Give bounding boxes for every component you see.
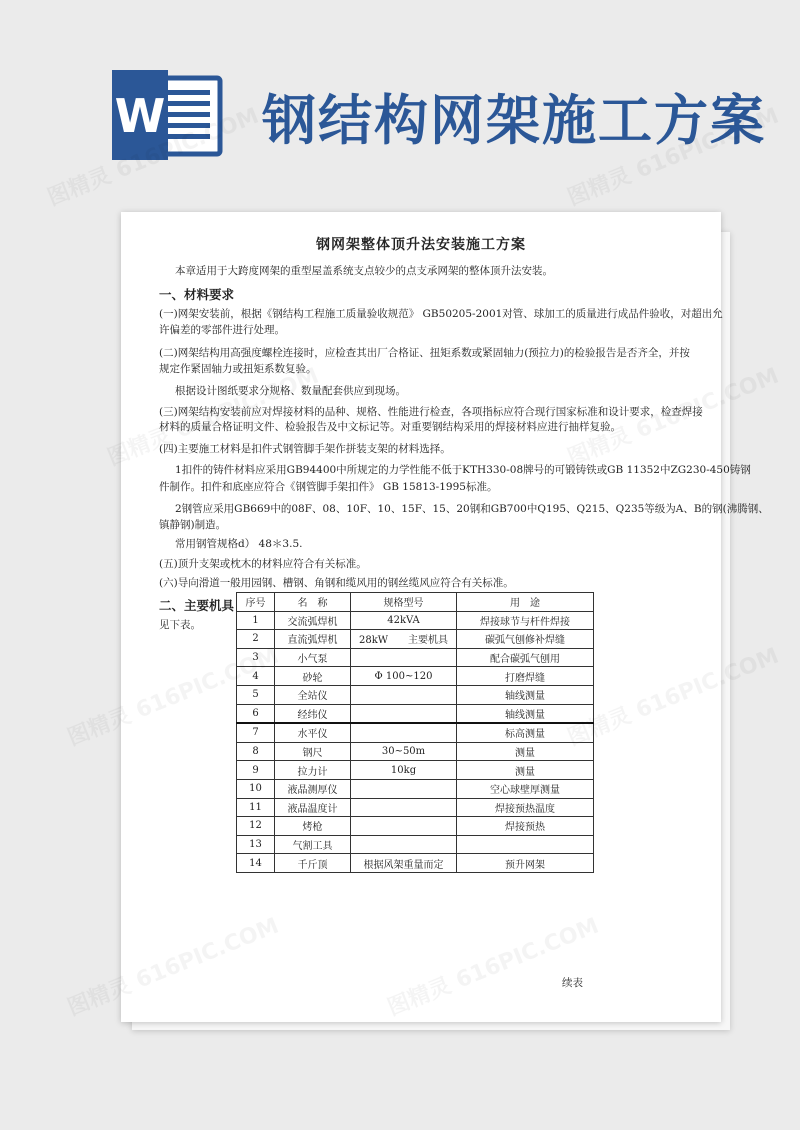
- table-row: [237, 667, 594, 686]
- table-cell: 5: [237, 685, 275, 704]
- table-cell: 13: [237, 835, 275, 854]
- table-cell: [351, 723, 457, 742]
- table-cell: [351, 685, 457, 704]
- table-cell: 小气泵: [275, 648, 351, 667]
- table-row: [237, 742, 594, 761]
- paragraph-line: 镇静钢)制造。: [159, 519, 227, 531]
- see-table-note: 见下表。: [159, 619, 201, 631]
- table-cell: 交流弧焊机: [275, 611, 351, 630]
- table-row: [237, 835, 594, 854]
- table-row: [237, 685, 594, 704]
- table-cell: [457, 835, 594, 854]
- table-cell: [351, 835, 457, 854]
- table-cell: 烤枪: [275, 817, 351, 836]
- table-header-cell: 用 途: [457, 593, 594, 612]
- table-header-cell: 名 称: [275, 593, 351, 612]
- intro-paragraph: 本章适用于大跨度网架的重型屋盖系统支点较少的点支承网架的整体顶升法安装。: [175, 265, 553, 277]
- table-cell: [351, 798, 457, 817]
- paragraph-line: 2钢管应采用GB669中的08F、08、10F、10、15F、15、20钢和GB700中Q195、Q215、Q235等级为A、B的钢(沸腾钢、: [175, 503, 769, 515]
- document-page: [121, 212, 769, 1022]
- table-cell: [351, 648, 457, 667]
- table-cell: 碳弧气刨修补焊缝: [457, 630, 594, 649]
- table-cell: 千斤顶: [275, 854, 351, 873]
- table-cell: 空心球壁厚测量: [457, 779, 594, 798]
- table-cell: 测量: [457, 742, 594, 761]
- table-cell: 直流弧焊机: [275, 630, 351, 649]
- table-cell: 全站仪: [275, 685, 351, 704]
- table-cell: 焊接预热: [457, 817, 594, 836]
- table-header-cell: 序号: [237, 593, 275, 612]
- table-cell: 1: [237, 611, 275, 630]
- banner-title: 钢结构网架施工方案: [262, 89, 766, 152]
- table-cell: 钢尺: [275, 742, 351, 761]
- table-cell: 12: [237, 817, 275, 836]
- table-cell: 经纬仪: [275, 704, 351, 723]
- paragraph-line: 规定作紧固轴力或扭矩系数复验。: [159, 363, 317, 375]
- paragraph-line: 1扣件的铸件材料应采用GB94400中所规定的力学性能不低于KTH330-08牌号的可锻铸铁或GB 11352中ZG230-450铸钢: [175, 464, 751, 476]
- paragraph-line: (四)主要施工材料是扣件式钢管脚手架作拼装支架的材料选择。: [159, 443, 451, 455]
- table-cell: 9: [237, 761, 275, 780]
- header-banner: [0, 0, 800, 200]
- table-cell: 配合碳弧气刨用: [457, 648, 594, 667]
- paragraph-line: (六)导向滑道一般用园钢、槽钢、角钢和缆风用的钢丝缆风应符合有关标准。: [159, 577, 514, 589]
- table-cell: 水平仪: [275, 723, 351, 742]
- table-cell: 液晶温度计: [275, 798, 351, 817]
- table-cell: 28kW 主要机具: [351, 630, 457, 649]
- table-cell: 8: [237, 742, 275, 761]
- table-cell: 预升网架: [457, 854, 594, 873]
- table-cell: 30~50m: [351, 742, 457, 761]
- table-cell: 根据风架重量而定: [351, 854, 457, 873]
- table-cell: 42kVA: [351, 611, 457, 630]
- table-row: [237, 723, 594, 742]
- table-cell: [351, 817, 457, 836]
- paragraph-line: (二)网架结构用高强度螺栓连接时，应检查其出厂合格证、扭矩系数或紧固轴力(预拉力)的检验报告是否齐全，并按: [159, 347, 690, 359]
- table-cell: 2: [237, 630, 275, 649]
- table-row: [237, 648, 594, 667]
- table-row: [237, 630, 594, 649]
- table-header-row: [237, 593, 594, 612]
- table-cell: 砂轮: [275, 667, 351, 686]
- section-heading-tools: 二、主要机具: [159, 598, 235, 613]
- table-cell: 液晶测厚仪: [275, 779, 351, 798]
- table-row: [237, 798, 594, 817]
- table-cell: [351, 779, 457, 798]
- section-heading-materials: 一、材料要求: [159, 287, 235, 302]
- table-cell: 14: [237, 854, 275, 873]
- table-row: [237, 779, 594, 798]
- continued-label: 续表: [562, 977, 583, 989]
- paragraph-line: 许偏差的零部件进行处理。: [159, 324, 285, 336]
- table-cell: 焊接预热温度: [457, 798, 594, 817]
- paragraph-line: 常用钢管规格d） 48＊3.5.: [175, 538, 303, 550]
- table-cell: 10kg: [351, 761, 457, 780]
- table-cell: 焊接球节与杆件焊接: [457, 611, 594, 630]
- table-cell: 气割工具: [275, 835, 351, 854]
- paragraph-line: (三)网架结构安装前应对焊接材料的品种、规格、性能进行检查，各项指标应符合现行国家标准和设计要求，检查焊接: [159, 406, 703, 418]
- table-cell: 6: [237, 704, 275, 723]
- table-row: [237, 761, 594, 780]
- table-header-cell: 规格型号: [351, 593, 457, 612]
- paragraph-line: 根据设计图纸要求分规格、数量配套供应到现场。: [175, 385, 406, 397]
- word-icon-letter: W: [114, 89, 166, 143]
- table-cell: 拉力计: [275, 761, 351, 780]
- table-cell: Φ 100~120: [351, 667, 457, 686]
- table-cell: [351, 704, 457, 723]
- table-cell: 10: [237, 779, 275, 798]
- table-cell: 轴线测量: [457, 685, 594, 704]
- table-cell: 3: [237, 648, 275, 667]
- table-cell: 标高测量: [457, 723, 594, 742]
- table-cell: 测量: [457, 761, 594, 780]
- table-row: [237, 611, 594, 630]
- table-row: [237, 704, 594, 723]
- table-row: [237, 854, 594, 873]
- document-title: 钢网架整体顶升法安装施工方案: [316, 237, 526, 253]
- paragraph-line: 材料的质量合格证明文件、检验报告及中文标记等。对重要钢结构采用的焊接材料应进行抽样复验。: [159, 421, 621, 433]
- tools-table: [236, 592, 594, 873]
- paragraph-line: (五)顶升支架或枕木的材料应符合有关标准。: [159, 558, 367, 570]
- table-cell: 打磨焊缝: [457, 667, 594, 686]
- paragraph-line: (一)网架安装前，根据《钢结构工程施工质量验收规范》 GB50205-2001对管、球加工的质量进行成品件验收，对超出允: [159, 308, 723, 320]
- table-cell: 4: [237, 667, 275, 686]
- table-row: [237, 817, 594, 836]
- table-cell: 轴线测量: [457, 704, 594, 723]
- table-cell: 11: [237, 798, 275, 817]
- paragraph-line: 件制作。扣件和底座应符合《钢管脚手架扣件》 GB 15813-1995标准。: [159, 481, 498, 493]
- table-cell: 7: [237, 723, 275, 742]
- word-document-icon: [110, 70, 230, 160]
